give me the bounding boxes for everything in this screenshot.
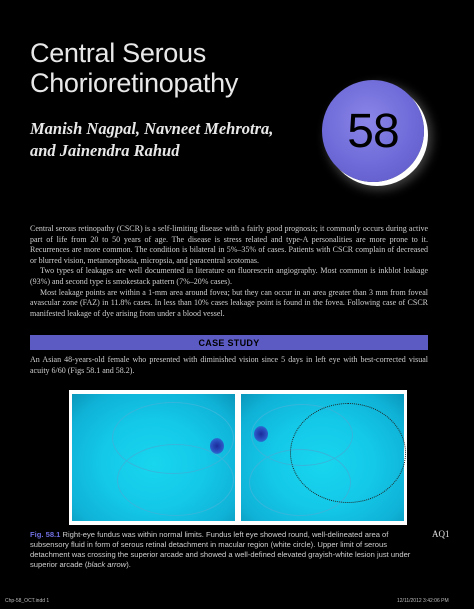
case-study-heading-bar (30, 335, 428, 350)
chapter-number: 58 (347, 104, 399, 158)
authors-line-2: and Jainendra Rahud (30, 141, 180, 160)
optic-disc-icon (210, 438, 224, 454)
chapter-title-line-2: Chorioretinopathy (30, 68, 239, 98)
chapter-title (30, 38, 238, 98)
optic-disc-icon (254, 426, 268, 442)
serous-detachment-circle (290, 403, 406, 503)
intro-paragraph-1: Central serous retinopathy (CSCR) is a self-limiting disease with a fairly good prognosis; it commonly occurs during active part of life from 20 to 50 years of age. The disease is stress related and type-A personalities are more prone to it. Recurrences are more common. The condition is bilateral in 5%–35% of cases. Patients with CSCR complain of decreased or blurred vision, metamorphosia, micropsia, and paracentral scotomas. (30, 224, 428, 265)
caption-text: Right-eye fundus was within normal limits. Fundus left eye showed round, well-delineated area of subsensory fluid in form of serous retinal detachment in macular region (white circle). Upper limit of serous detachment was crossing the superior arcade and showed a well-defined elevated grayish-white lesion just under superior arcade ( (30, 530, 411, 569)
intro-paragraph-2: Two types of leakages are well documented in literature on fluorescein angiography. Most common is inkblot leakage (93%) and second type is smokestack pattern (7%–20% cases). (30, 266, 428, 286)
figure-caption (30, 530, 428, 570)
caption-end: ). (126, 560, 131, 569)
case-study-heading: CASE STUDY (198, 337, 260, 348)
intro-paragraph-3: Most leakage points are within a 1-mm area around fovea; but they can occur in an area greater than 3 mm from foveal avascular zone (FAZ) in 11.8% cases. In less than 10% cases leakage point is found in the fovea. Following case of CSCR manifested leakage of dye arising from under a blood vessel. (30, 287, 428, 318)
figure-label: Fig. 58.1 (30, 530, 61, 539)
footer-timestamp: 12/11/2012 3:42:06 PM (397, 598, 449, 604)
fundus-right-eye-image (72, 394, 235, 521)
caption-italic: black arrow (87, 560, 127, 569)
footer-file-name: Chp-58_OCT.indd 1 (5, 598, 50, 604)
intro-text (30, 224, 428, 319)
case-study-text: An Asian 48-years-old female who presented with diminished vision since 5 days in left eye with best-corrected visual acuity 6/60 (Figs 58.1 and 58.2). (30, 355, 428, 375)
chapter-authors (30, 118, 273, 162)
author-query-marker: AQ1 (432, 529, 450, 539)
authors-line-1: Manish Nagpal, Navneet Mehrotra, (30, 119, 274, 138)
chapter-title-line-1: Central Serous (30, 38, 206, 68)
